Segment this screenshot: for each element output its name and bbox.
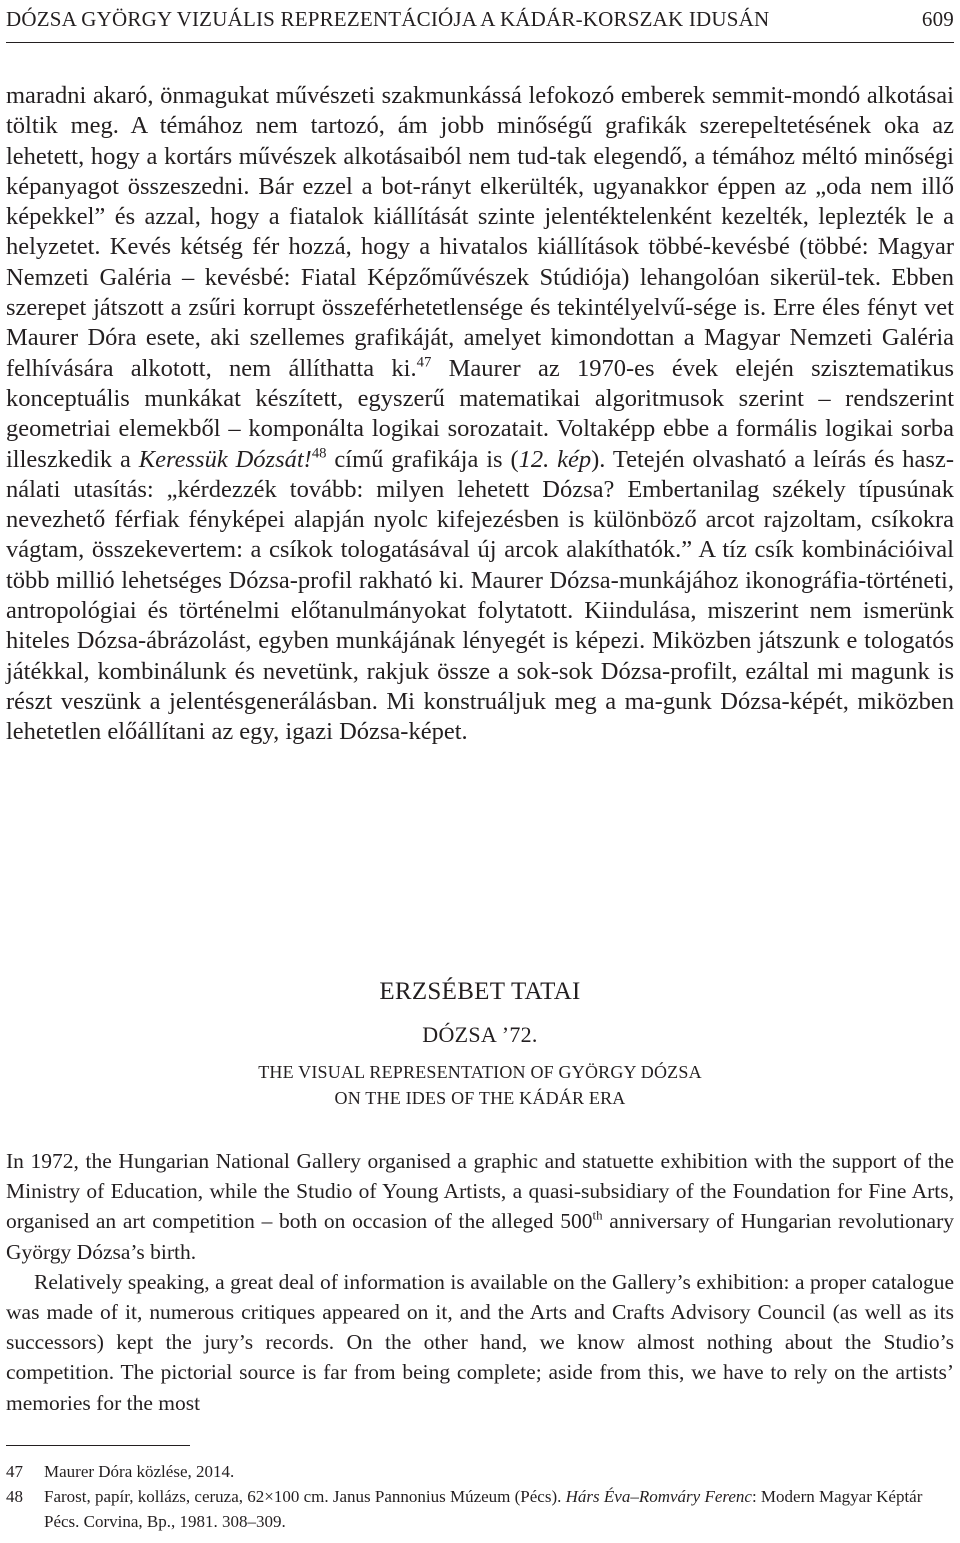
abstract-author: ERZSÉBET TATAI [379, 978, 581, 1005]
footnote-ref-47[interactable]: 47 [416, 354, 432, 371]
ordinal-suffix: th [592, 1209, 603, 1224]
body-text-4: ). Tetején olvasható a leírás és hasz-nálati utasítás: „kérdezzék tovább: milyen lehetett Dózsa? Embertanilag székely típusúnak nevezhető férfiak fényképei alapján nyolc kifejezésben is különböző arcot rajzoltam, csíkokra vágtam, összekevertem: a csíkok tologatásával új arcok alakíthatók.” A tíz csík kombinációival több millió lehetséges Dózsa-profil rakható ki. Maurer Dózsa-munkájához ikonográfia-történeti, antropológiai és történelmi előtanulmányokat folytatott. Kiindulása, miszerint nem ismerünk hiteles Dózsa-ábrázolást, egyben munkájának lényegét is képezi. Miközben játszunk e tologatós játékkal, kombinálunk és nevetünk, rakjuk össze a sok-sok Dózsa-profilt, ezáltal mi magunk is részt veszünk a jelentésgenerálásban. Mi konstruáljuk meg a ma-gunk Dózsa-képét, miközben lehetetlen előállítani az egy, igazi Dózsa-képet. [6, 445, 954, 746]
footnote-text-part: : Modern Magyar Képtár Pécs. Corvina, Bp., 1981. 308–309. [44, 1487, 923, 1531]
footnote-text [44, 1484, 954, 1534]
page-number: 609 [921, 6, 954, 31]
footnote-rule [6, 1445, 190, 1446]
footnote-48 [6, 1484, 954, 1534]
abstract-title: DÓZSA ’72. [422, 1022, 538, 1047]
running-title: DÓZSA GYÖRGY VIZUÁLIS REPREZENTÁCIÓJA A KÁDÁR-KORSZAK IDUSÁN [6, 6, 770, 31]
abstract-paragraph-2: Relatively speaking, a great deal of information is available on the Gallery’s exhibition: a proper catalogue was made of it, numerous critiques appeared on it, and the Arts and Crafts Advisory Council (as well as its successors) kept the jury’s records. On the other hand, we know almost nothing about the Studio’s competition. The pictorial source is far from being complete; aside from this, we have to rely on the artists’ memories for the most [6, 1269, 954, 1415]
body-text-2: Maurer az 1970-es évek elején szisztematikus konceptuális munkákat készített, egyszerű matematikai algoritmusok szerint – rendszerint geometriai elemekből – komponálta logikai sorozatait. Voltaképp ebbe a formális logikai sorba illeszkedik a [6, 354, 954, 473]
abstract-paragraph-1 [6, 1146, 954, 1267]
footnote-text-part: Farost, papír, kollázs, ceruza, 62×100 cm. Janus Pannonius Múzeum (Pécs). [44, 1487, 566, 1506]
footnote-authors: Hárs Éva–Romváry Ferenc [565, 1487, 752, 1506]
english-abstract [6, 1146, 954, 1418]
abstract-subtitle-line-2: ON THE IDES OF THE KÁDÁR ERA [334, 1088, 626, 1108]
footnote-text: Maurer Dóra közlése, 2014. [44, 1462, 235, 1481]
footnote-number: 48 [6, 1487, 23, 1506]
abstract-p1-text: In 1972, the Hungarian National Gallery organised a graphic and statuette exhibition with the support of the Ministry of Education, while the Studio of Young Artists, a quasi-subsidiary of the Foundation for Fine Arts, organised an art competition – both on occasion of the alleged 500 [6, 1149, 954, 1234]
abstract-p1-text-end: anniversary of Hungarian revolutionary György Dózsa’s birth. [6, 1209, 954, 1264]
body-text-1: maradni akaró, önmagukat művészeti szakmunkássá lefokozó emberek semmit-mondó alkotásai töltik meg. A témához nem tartozó, ám jobb minőségű grafikák szerepeltetésének oka az lehetett, hogy a kortárs művészek alkotásaiból nem tud-tak elegendő, a témához méltó minőségi képanyagot összeszedni. Bár ezzel a bot-rányt elkerülték, ugyanakkor éppen az „oda nem illő képekkel” és azzal, hogy a fiatalok kiállítását szinte jelentéktelenként kezelték, leplezték le a helyzetet. Kevés kétség fér hozzá, hogy a hivatalos kiállítások többé-kevésbé (többé: Magyar Nemzeti Galéria – kevésbé: Fiatal Képzőművészek Stúdiója) lehangolóan sikerül-tek. Ebben szerepet játszott a zsűri korrupt összeférhetetlensége és tekintélyelvű-sége is. Erre éles fényt vet Maurer Dóra esete, aki szellemes grafikáját, amelyet kimondottan a Magyar Nemzeti Galéria felhívására alkotott, nem állíthatta ki. [6, 82, 954, 382]
main-paragraph [6, 81, 954, 748]
footnote-ref-48[interactable]: 48 [311, 445, 327, 462]
abstract-subtitle-line-1: THE VISUAL REPRESENTATION OF GYÖRGY DÓZSA [258, 1062, 702, 1082]
footnotes [6, 1459, 954, 1534]
footnote-47 [6, 1459, 954, 1484]
body-text-3: című grafikája is ( [326, 445, 519, 473]
figure-reference: 12. kép [518, 445, 592, 473]
running-header [6, 2, 954, 36]
work-title: Keressük Dózsát! [138, 445, 312, 473]
footnote-number: 47 [6, 1462, 23, 1481]
header-rule [6, 42, 954, 43]
